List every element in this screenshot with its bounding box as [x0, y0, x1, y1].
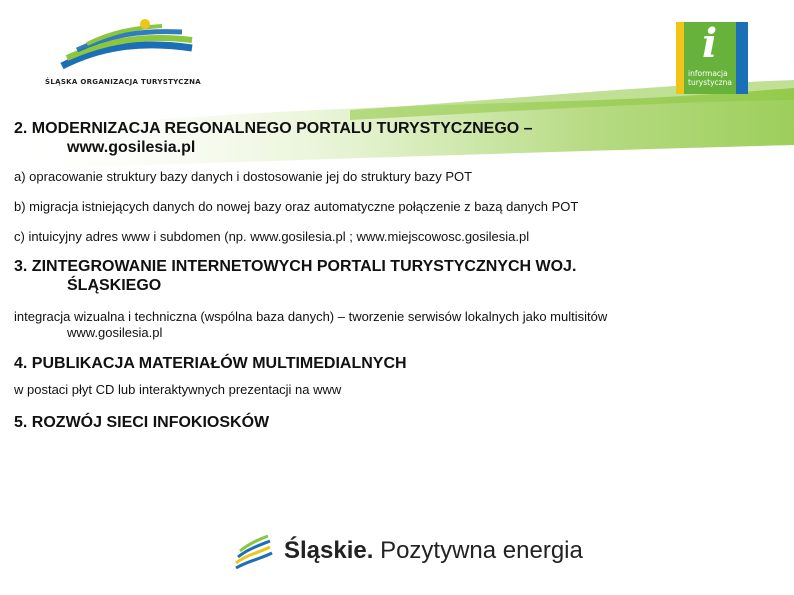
- section-2-item-a: a) opracowanie struktury bazy danych i dostosowanie jej do struktury bazy POT: [14, 169, 473, 184]
- section-2-item-c: c) intuicyjny adres www i subdomen (np. www.gosilesia.pl ; www.miejscowosc.gosilesia.pl: [14, 229, 530, 244]
- info-label: informacja turystyczna: [688, 69, 732, 87]
- main-content: [14, 119, 774, 432]
- section-3-text: integracja wizualna i techniczna (wspólna baza danych) – tworzenie serwisów lokalnych jako multisitów www.gosilesia.pl: [14, 309, 608, 340]
- section-4-title: 4. PUBLIKACJA MATERIAŁÓW MULTIMEDIALNYCH: [14, 355, 407, 372]
- section-5-title: 5. ROZWÓJ SIECI INFOKIOSKÓW: [14, 414, 270, 431]
- info-icon: i: [702, 20, 718, 67]
- slaskie-swoosh-icon: [234, 533, 274, 573]
- section-4-text: w postaci płyt CD lub interaktywnych prezentacji na www: [14, 382, 342, 397]
- tourist-info-logo: [676, 22, 748, 94]
- footer-slogan: Śląskie. Pozytywna energia: [284, 537, 583, 564]
- section-3-title: 3. ZINTEGROWANIE INTERNETOWYCH PORTALI TURYSTYCZNYCH WOJ. ŚLĄSKIEGO: [14, 258, 577, 294]
- section-2-item-b: b) migracja istniejących danych do nowej bazy oraz automatyczne połączenie z bazą danych POT: [14, 199, 579, 214]
- logo-caption: ŚLĄSKA ORGANIZACJA TURYSTYCZNA: [45, 78, 201, 86]
- section-2-title: 2. MODERNIZACJA REGONALNEGO PORTALU TURYSTYCZNEGO – www.gosilesia.pl: [14, 120, 533, 156]
- footer-brand: [234, 533, 583, 573]
